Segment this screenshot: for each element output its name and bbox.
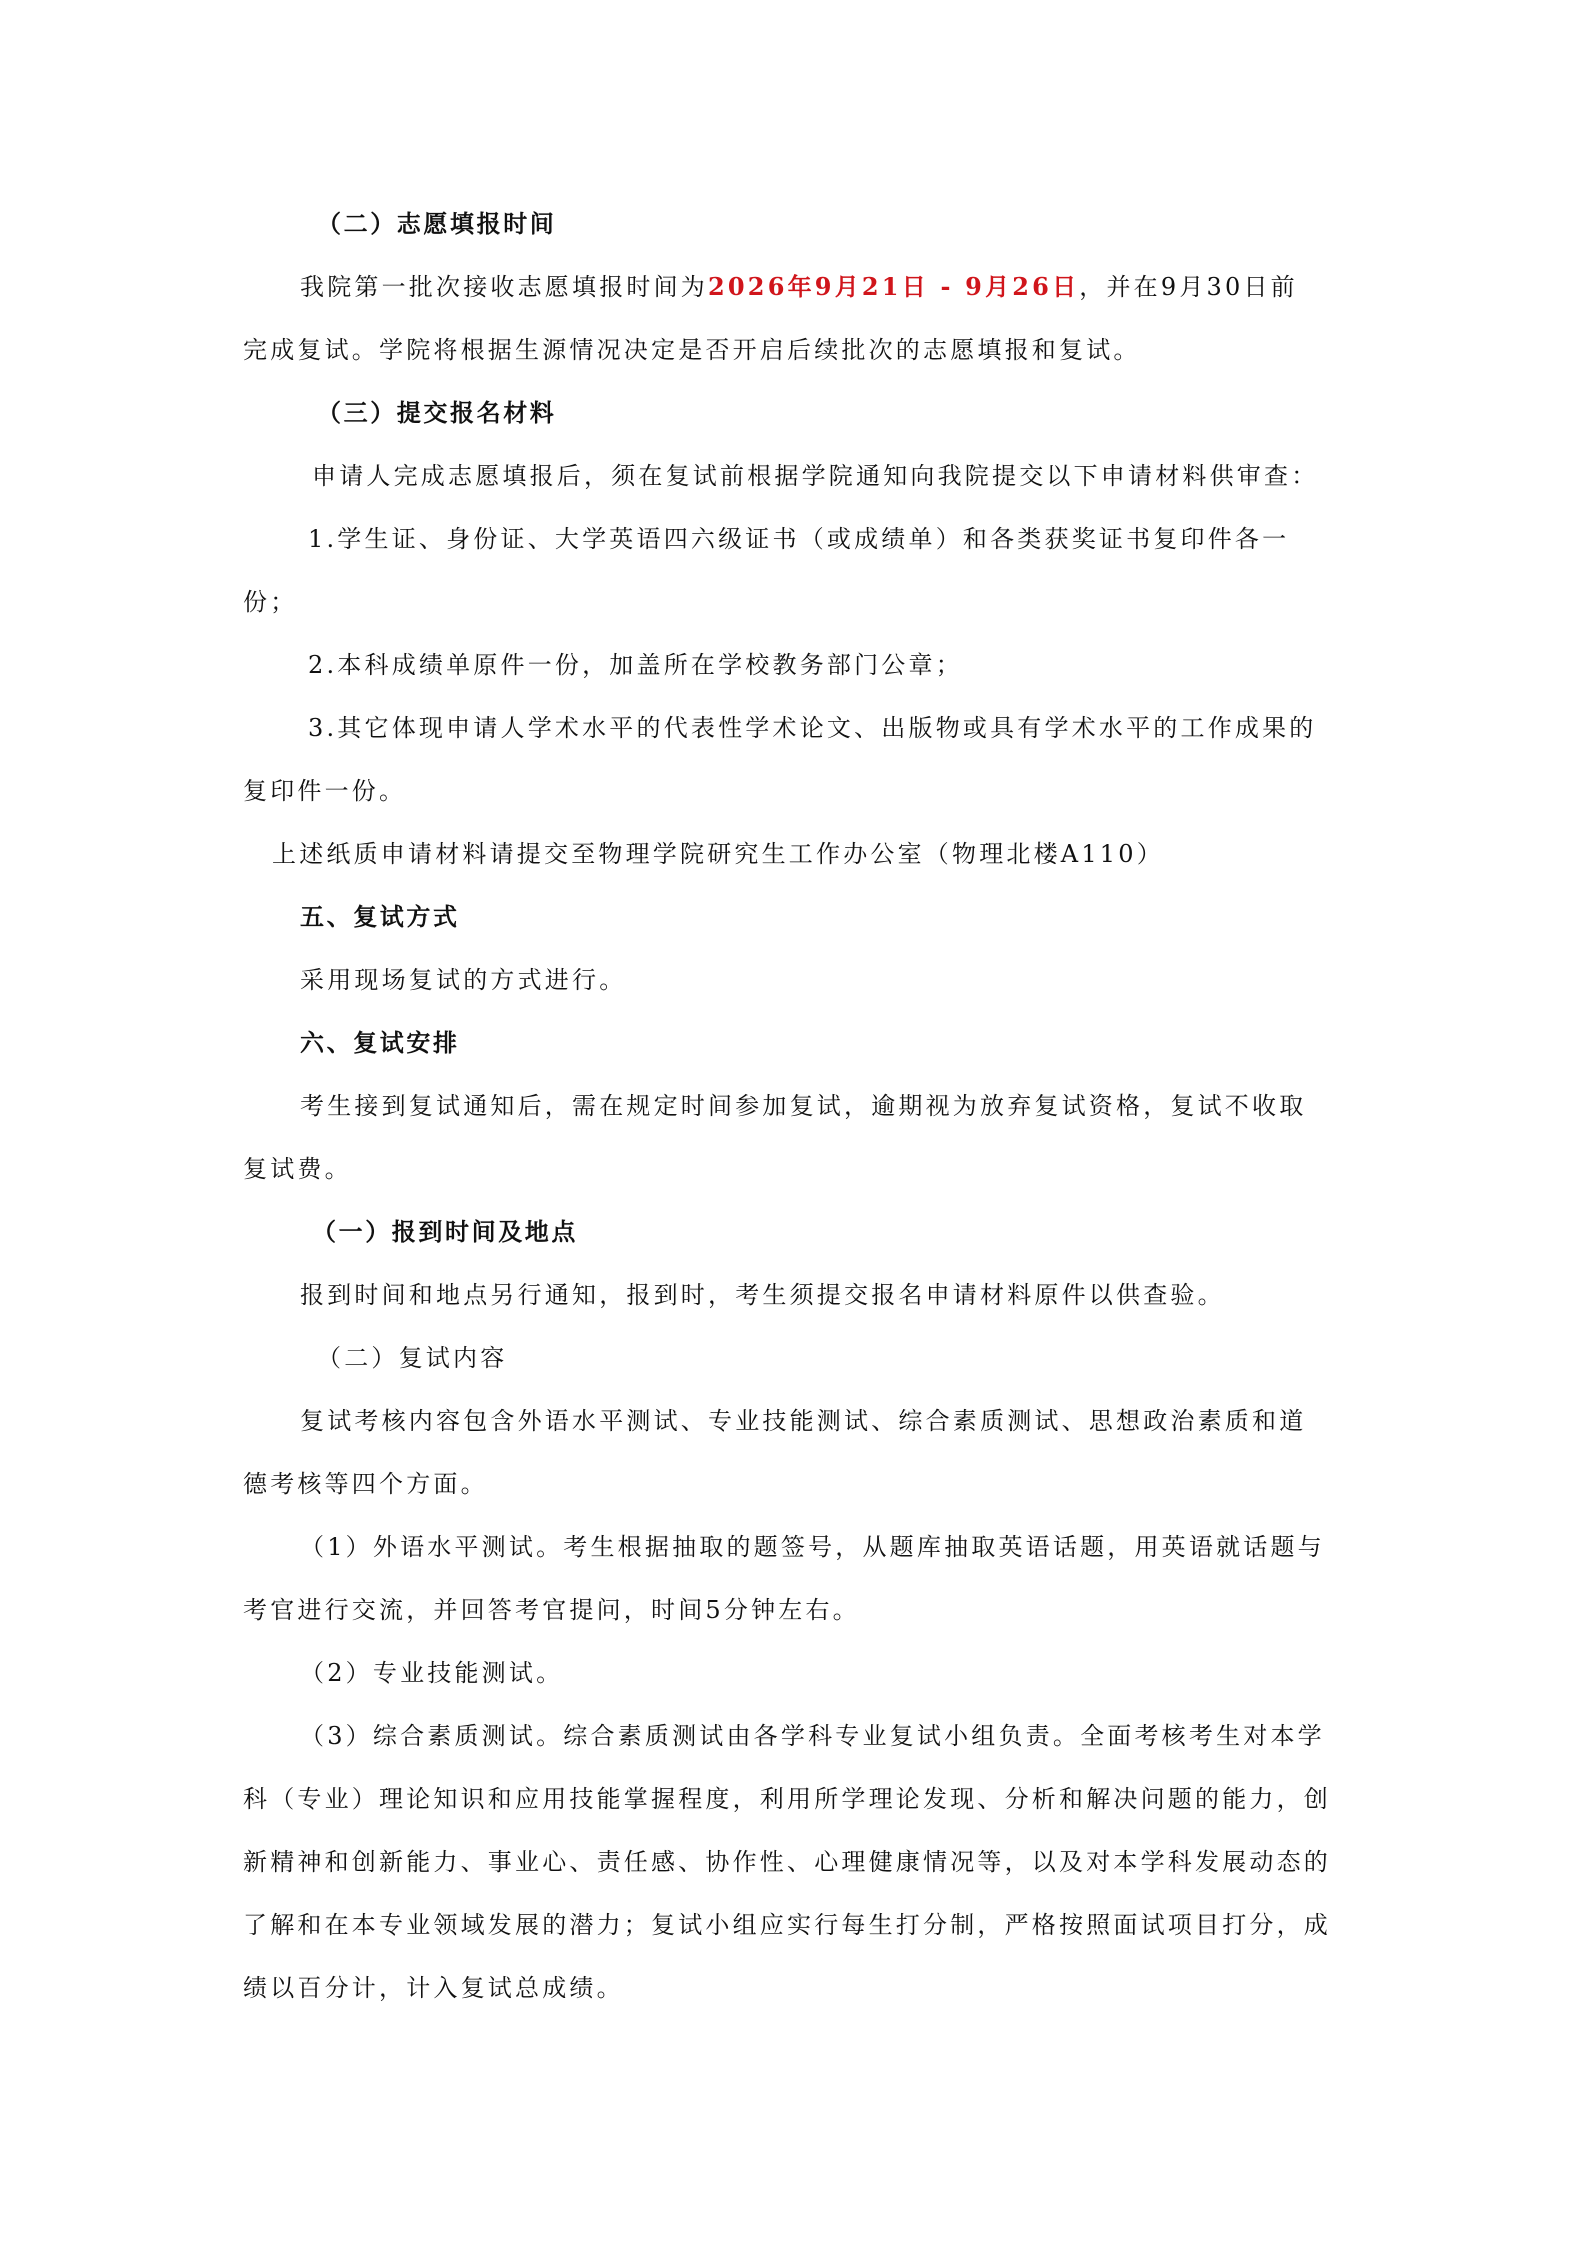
paragraph-content-line-1: 复试考核内容包含外语水平测试、专业技能测试、综合素质测试、思想政治素质和道: [300, 1407, 1307, 1435]
paragraph-comprehensive-line-4: 了解和在本专业领域发展的潜力；复试小组应实行每生打分制，严格按照面试项目打分，成: [243, 1911, 1331, 1939]
heading-checkin: （一）报到时间及地点: [312, 1218, 578, 1246]
list-item-1-line-1: 1.学生证、身份证、大学英语四六级证书（或成绩单）和各类获奖证书复印件各一: [308, 525, 1290, 553]
paragraph-comprehensive-line-5: 绩以百分计，计入复试总成绩。: [243, 1974, 624, 2002]
paragraph-comprehensive-line-2: 科（专业）理论知识和应用技能掌握程度，利用所学理论发现、分析和解决问题的能力，创: [243, 1785, 1331, 1813]
heading-application-time: （二）志愿填报时间: [317, 210, 557, 238]
heading-submit-materials: （三）提交报名材料: [317, 399, 557, 427]
paragraph-language-test-line-1: （1）外语水平测试。考生根据抽取的题签号，从题库抽取英语话题，用英语就话题与: [300, 1533, 1325, 1561]
paragraph-skill-test: （2）专业技能测试。: [300, 1659, 564, 1687]
paragraph-arrangement-line-1: 考生接到复试通知后，需在规定时间参加复试，逾期视为放弃复试资格，复试不收取: [300, 1092, 1307, 1120]
list-item-3-line-2: 复印件一份。: [243, 777, 407, 805]
paragraph-comprehensive-line-1: （3）综合素质测试。综合素质测试由各学科专业复试小组负责。全面考核考生对本学: [300, 1722, 1325, 1750]
paragraph-checkin: 报到时间和地点另行通知，报到时，考生须提交报名申请材料原件以供查验。: [300, 1281, 1225, 1309]
paragraph-comprehensive-line-3: 新精神和创新能力、事业心、责任感、协作性、心理健康情况等，以及对本学科发展动态的: [243, 1848, 1331, 1876]
heading-interview-arrangement: 六、复试安排: [300, 1029, 460, 1057]
paragraph-application-time-line-2: 完成复试。学院将根据生源情况决定是否开启后续批次的志愿填报和复试。: [243, 336, 1141, 364]
paragraph-submit-office: 上述纸质申请材料请提交至物理学院研究生工作办公室（物理北楼A110）: [272, 840, 1164, 868]
application-time-prefix: 我院第一批次接收志愿填报时间为: [300, 273, 708, 301]
paragraph-materials-intro: 申请人完成志愿填报后，须在复试前根据学院通知向我院提交以下申请材料供审查：: [312, 462, 1319, 490]
paragraph-interview-method: 采用现场复试的方式进行。: [300, 966, 627, 994]
list-item-1-line-2: 份；: [243, 588, 298, 616]
paragraph-arrangement-line-2: 复试费。: [243, 1155, 352, 1183]
paragraph-content-line-2: 德考核等四个方面。: [243, 1470, 488, 1498]
heading-interview-content: （二）复试内容: [317, 1344, 508, 1372]
paragraph-language-test-line-2: 考官进行交流，并回答考官提问，时间5分钟左右。: [243, 1596, 860, 1624]
list-item-3-line-1: 3.其它体现申请人学术水平的代表性学术论文、出版物或具有学术水平的工作成果的: [308, 714, 1317, 742]
heading-interview-method: 五、复试方式: [300, 903, 460, 931]
application-time-suffix: ，并在9月30日前: [1079, 273, 1298, 301]
paragraph-application-time-line-1: [300, 272, 1298, 302]
application-dates-highlight: 2026年9月21日 - 9月26日: [708, 272, 1080, 301]
list-item-2: 2.本科成绩单原件一份，加盖所在学校教务部门公章；: [308, 651, 963, 679]
